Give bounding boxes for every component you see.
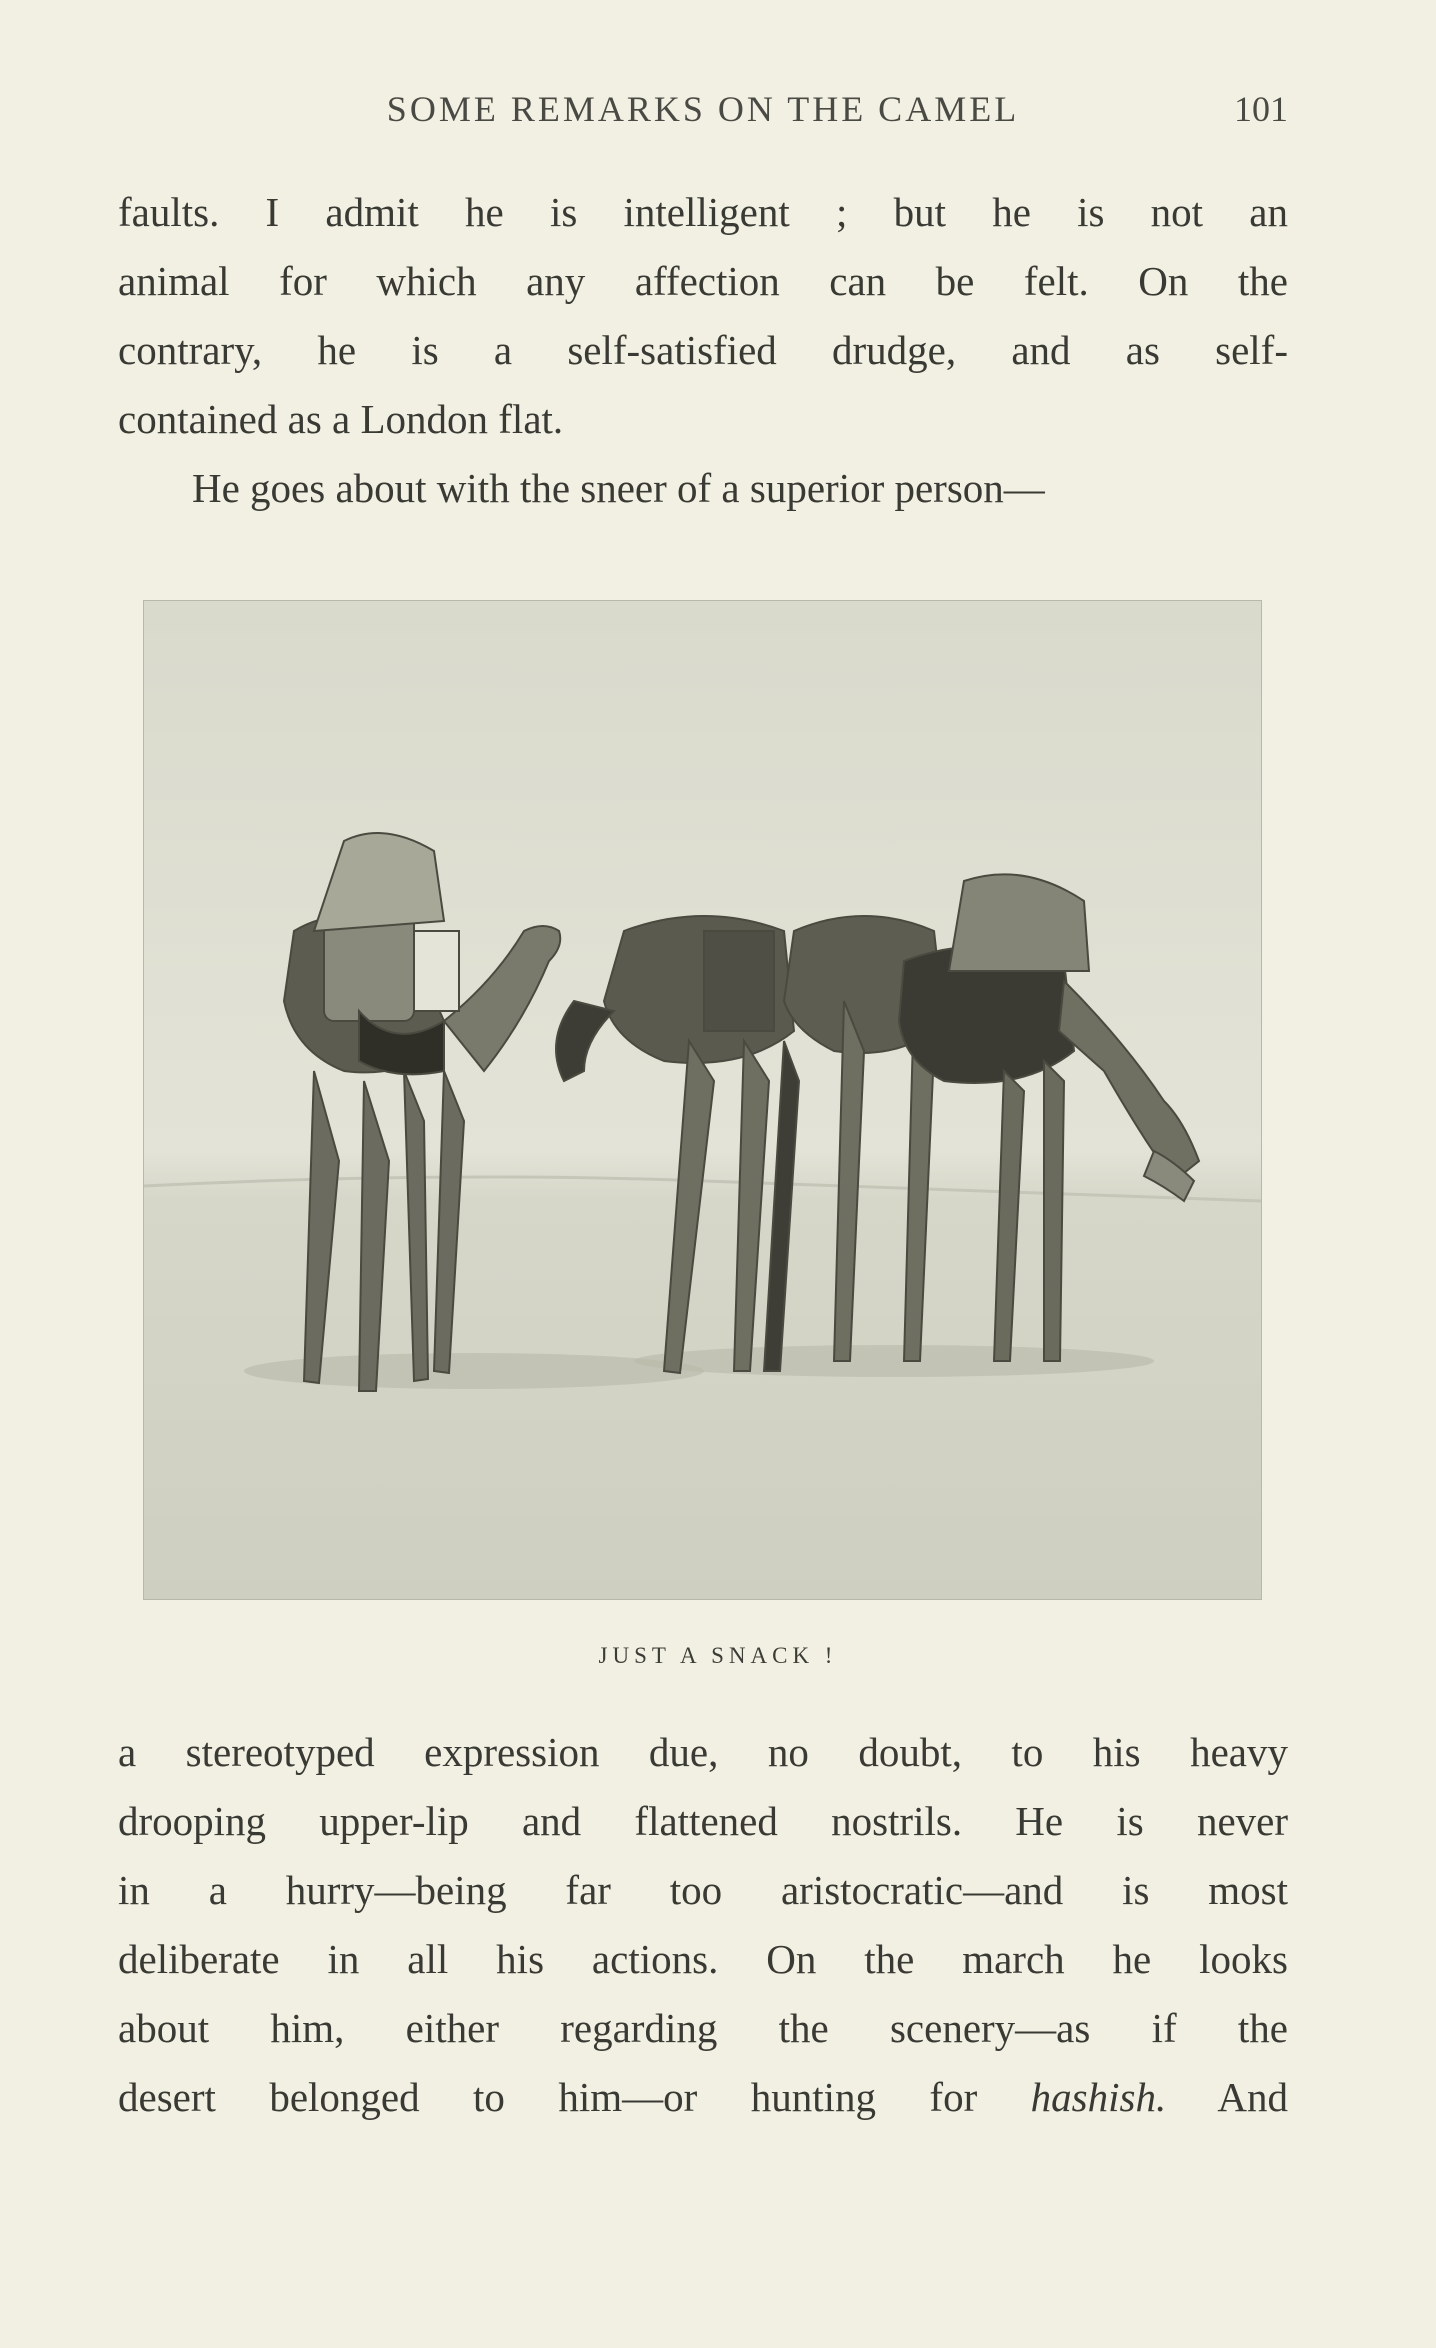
photo-plate-camels [143,600,1262,1600]
text-line: a stereotyped expression due, no doubt, to his heavy [118,1729,1288,1775]
paragraph-bottom [118,1718,1288,2132]
text-line: drooping upper-lip and flattened nostrils. He is never [118,1798,1288,1844]
page-number: 101 [1234,89,1288,129]
text-line: He goes about with the sneer of a superior person— [192,465,1045,511]
text-fragment: And [1166,2074,1288,2120]
text-line: about him, either regarding the scenery—as if the [118,2005,1288,2051]
text-line-last [118,2063,1288,2132]
text-fragment: desert belonged to him—or hunting for [118,2074,1031,2120]
paragraph-second [118,454,1288,523]
text-line: animal for which any affection can be felt. On the [118,258,1288,304]
camels-photograph [144,601,1261,1599]
running-title: SOME REMARKS ON THE CAMEL [386,89,1020,129]
plate-caption: JUST A SNACK ! [598,1643,838,1668]
paragraph-top [118,178,1288,454]
text-line: contrary, he is a self-satisfied drudge, and as self- [118,327,1288,373]
italic-word: hashish. [1030,2074,1167,2120]
text-line: deliberate in all his actions. On the march he looks [118,1936,1288,1982]
text-line: faults. I admit he is intelligent ; but he is not an [118,189,1288,235]
text-line: contained as a London flat. [118,396,564,442]
text-line: in a hurry—being far too aristocratic—and is most [118,1867,1288,1913]
running-head [118,88,1288,138]
